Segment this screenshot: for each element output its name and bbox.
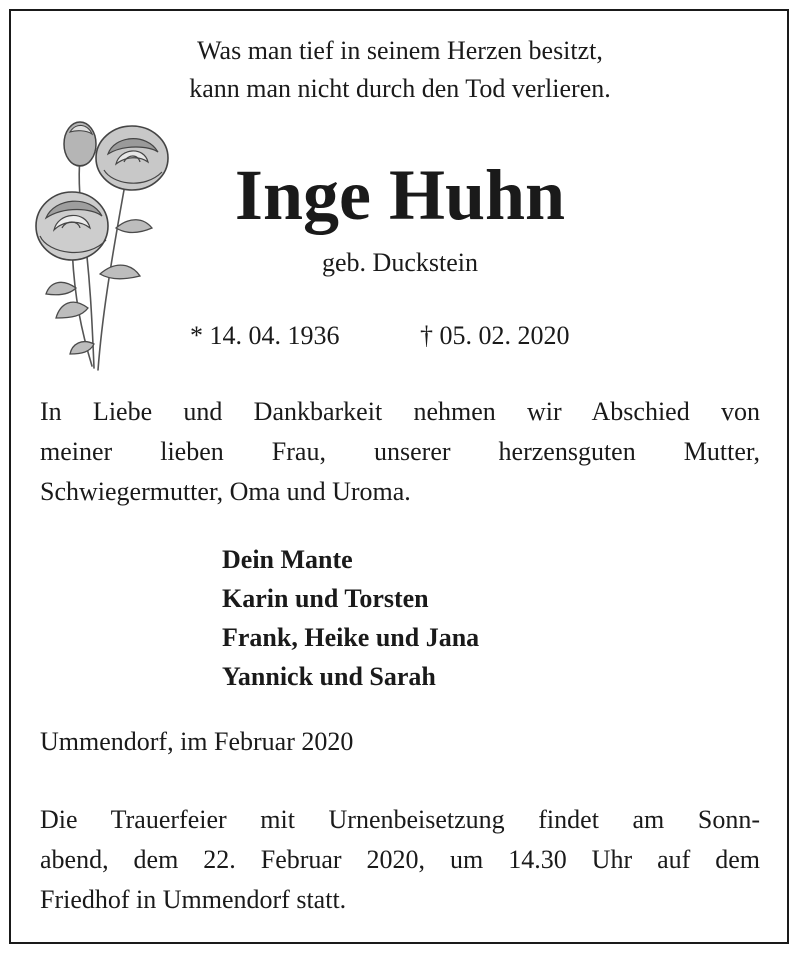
service-line: Die Trauerfeier mit Urnenbeisetzung findet am Sonn-	[40, 805, 760, 834]
motto-line: kann man nicht durch den Tod verlieren.	[189, 74, 611, 103]
roses-icon	[32, 118, 182, 380]
maiden-name: geb. Duckstein	[322, 248, 478, 277]
mourner-name: Yannick und Sarah	[222, 662, 436, 691]
place-and-date: Ummendorf, im Februar 2020	[40, 727, 354, 756]
rose-bud	[64, 122, 96, 166]
birth-date: * 14. 04. 1936	[190, 321, 340, 350]
service-line: abend, dem 22. Februar 2020, um 14.30 Uhr auf dem	[40, 845, 760, 874]
death-date: † 05. 02. 2020	[420, 321, 570, 350]
mourner-name: Karin und Torsten	[222, 584, 429, 613]
life-dates	[190, 318, 620, 354]
mourners-list	[222, 540, 479, 696]
deceased-name: Inge Huhn	[234, 155, 566, 235]
rose-bottom-left	[36, 192, 108, 260]
mourner-name: Dein Mante	[222, 545, 353, 574]
service-line: Friedhof in Ummendorf statt.	[40, 885, 347, 914]
farewell-line: Schwiegermutter, Oma und Uroma.	[40, 477, 411, 506]
motto	[0, 32, 800, 108]
farewell-line: In Liebe und Dankbarkeit nehmen wir Abschied von	[40, 397, 760, 426]
rose-top-right	[96, 126, 168, 190]
farewell-line: meiner lieben Frau, unserer herzensguten Mutter,	[40, 437, 760, 466]
farewell-text	[40, 392, 760, 512]
mourner-name: Frank, Heike und Jana	[222, 623, 480, 652]
service-text	[40, 800, 760, 920]
motto-line: Was man tief in seinem Herzen besitzt,	[197, 36, 603, 65]
